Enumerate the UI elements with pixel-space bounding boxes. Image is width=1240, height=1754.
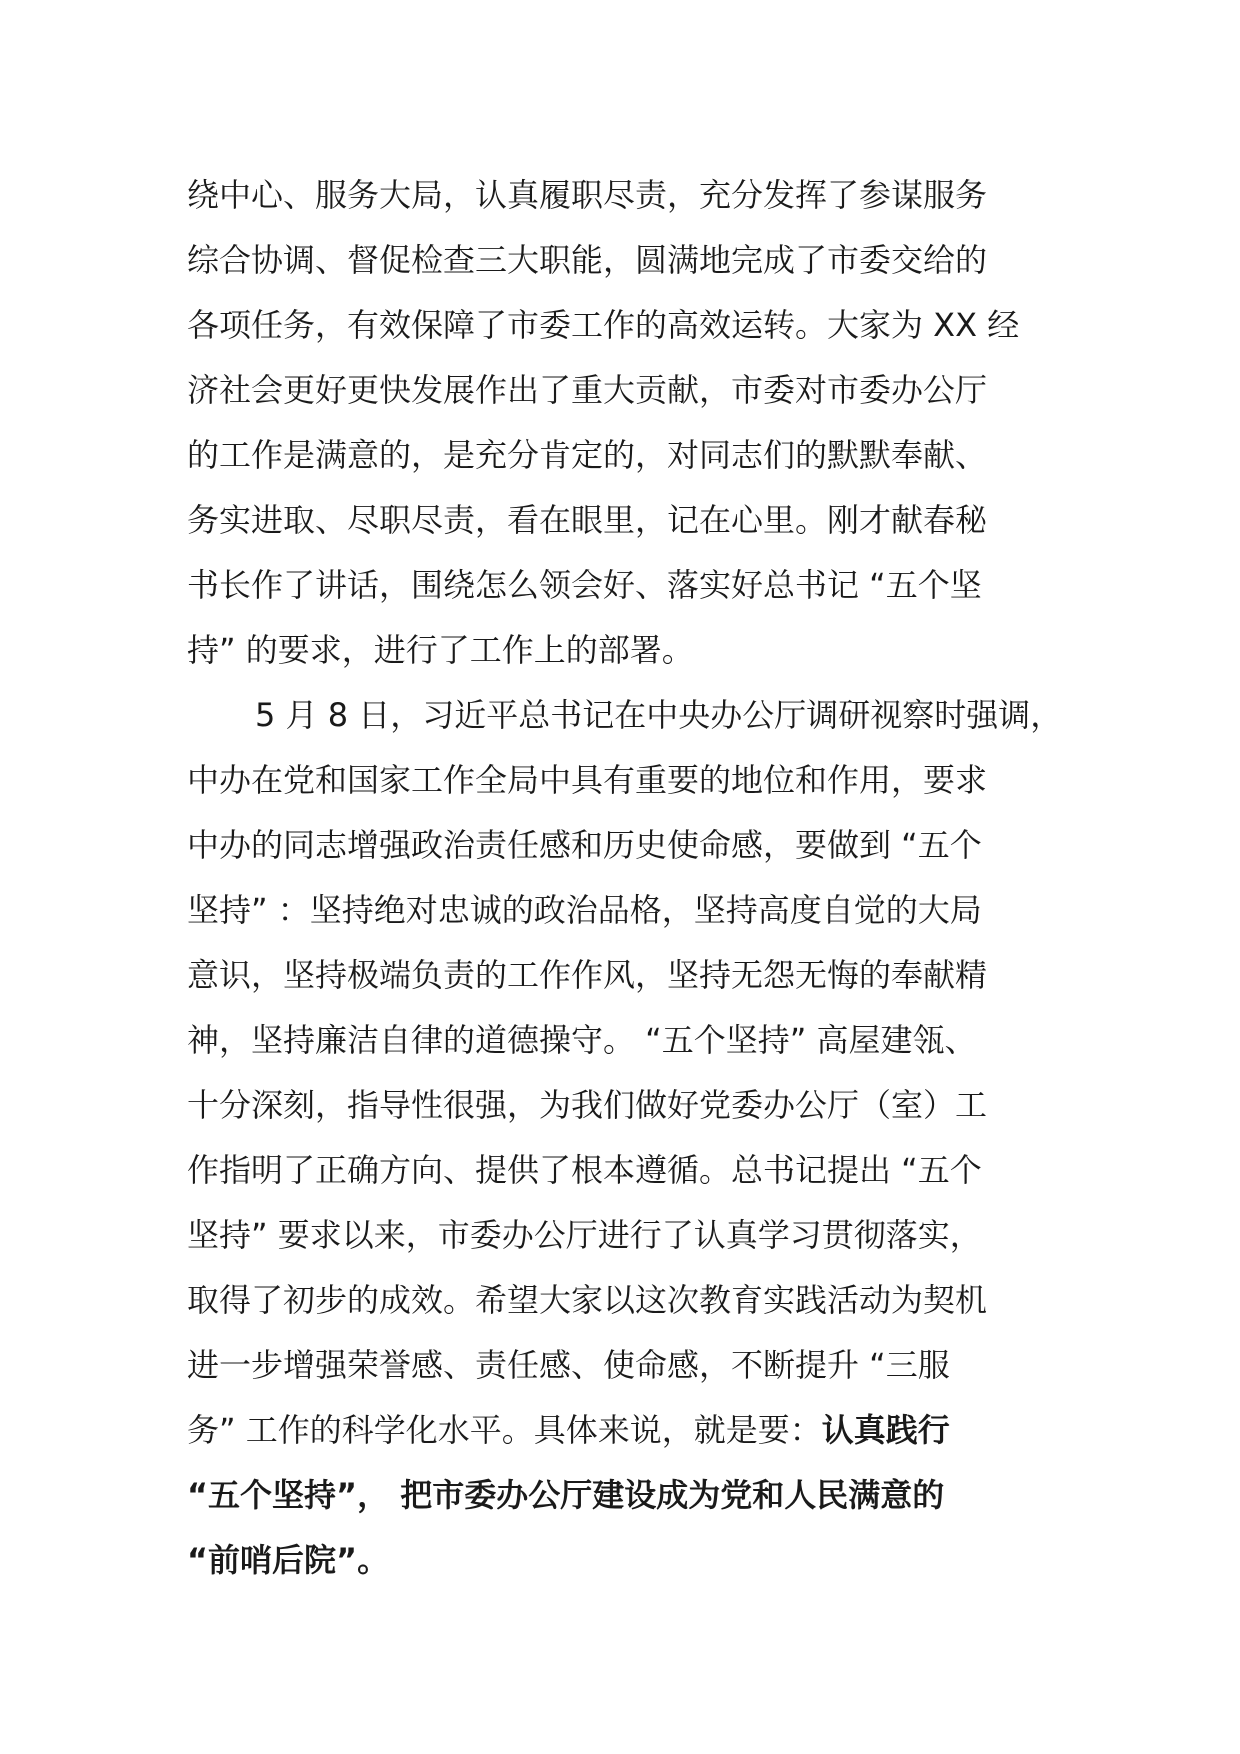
text-line: 意识，坚持极端负责的工作作风，坚持无怨无悔的奉献精	[187, 956, 988, 994]
text-line: 的工作是满意的，是充分肯定的，对同志们的默默奉献、	[187, 436, 988, 474]
text-line: 进一步增强荣誉感、责任感、使命感，不断提升 “三服	[187, 1346, 950, 1384]
text-line: 坚持” ：坚持绝对忠诚的政治品格，坚持高度自觉的大局	[187, 891, 982, 929]
text-line: 济社会更好更快发展作出了重大贡献，市委对市委办公厅	[187, 371, 988, 409]
text-line: 取得了初步的成效。希望大家以这次教育实践活动为契机	[187, 1281, 988, 1319]
text-line: 综合协调、督促检查三大职能，圆满地完成了市委交给的	[187, 241, 988, 279]
text-line: 神，坚持廉洁自律的道德操守。 “五个坚持” 高屋建瓴、	[187, 1021, 977, 1059]
text-line: 十分深刻，指导性很强，为我们做好党委办公厅（室）工	[187, 1086, 988, 1124]
body-text	[187, 163, 1063, 1593]
bold-heading-line: “前哨后院”。	[187, 1541, 390, 1579]
text-line: 绕中心、服务大局，认真履职尽责，充分发挥了参谋服务	[187, 176, 988, 214]
bold-segment: 认真践行	[821, 1411, 950, 1449]
text-line: 各项任务，有效保障了市委工作的高效运转。大家为 XX 经	[187, 306, 1020, 344]
text-line: 作指明了正确方向、提供了根本遵循。总书记提出 “五个	[187, 1151, 982, 1189]
text-segment: 务” 工作的科学化水平。具体来说，就是要：	[187, 1411, 822, 1449]
text-line: 坚持” 要求以来，市委办公厅进行了认真学习贯彻落实，	[187, 1216, 982, 1254]
text-line-mixed	[187, 1398, 1057, 1463]
text-line: 中办的同志增强政治责任感和历史使命感，要做到 “五个	[187, 826, 982, 864]
paragraph-first-line: 5 月 8 日，习近平总书记在中央办公厅调研视察时强调，	[255, 696, 1063, 734]
text-line: 中办在党和国家工作全局中具有重要的地位和作用，要求	[187, 761, 988, 799]
text-line: 务实进取、尽职尽责，看在眼里，记在心里。刚才献春秘	[187, 501, 988, 539]
bold-heading-line: “五个坚持”， 把市委办公厅建设成为党和人民满意的	[187, 1476, 945, 1514]
text-line: 书长作了讲话，围绕怎么领会好、落实好总书记 “五个坚	[187, 566, 982, 604]
text-line: 持” 的要求，进行了工作上的部署。	[187, 631, 694, 669]
